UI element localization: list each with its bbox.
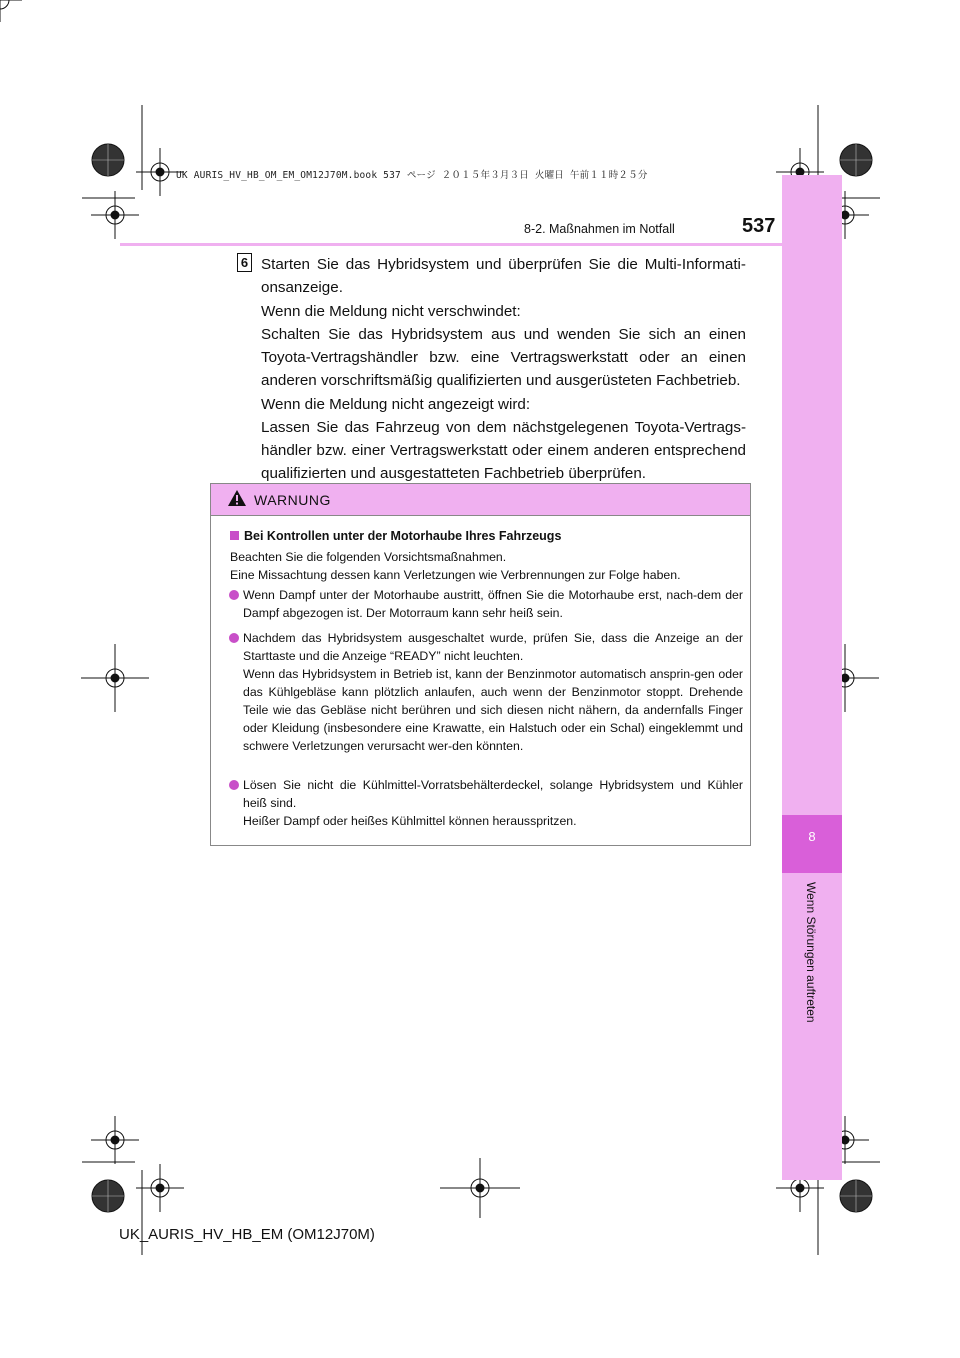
warning-bullet-2: Nachdem das Hybridsystem ausgeschaltet wurde, prüfen Sie, dass die Anzeige an der Starttaste und die Anzeige “READY” nicht leuchten. <box>243 631 743 663</box>
document-code: UK_AURIS_HV_HB_EM (OM12J70M) <box>119 1226 375 1243</box>
section-title: 8-2. Maßnahmen im Notfall <box>524 222 675 236</box>
step-paragraph-3: Lassen Sie das Fahrzeug von dem nächstgelegenen Toyota-Vertrags-händler bzw. einer Vertragswerkstatt oder einem anderen entsprechend qualifizierten und ausgestatteten Fachbetrieb überprüfen. <box>261 419 746 482</box>
step-paragraph-1: Starten Sie das Hybridsystem und überprüfen Sie die Multi-Informati-onsanzeige. <box>261 256 746 296</box>
bullet-dot-icon <box>229 590 239 600</box>
page-number: 537 <box>742 215 776 237</box>
warning-bullet-1: Wenn Dampf unter der Motorhaube austritt, öffnen Sie die Motorhaube erst, nach-dem der Dampf abgezogen ist. Der Motorraum kann sehr heiß sein. <box>243 588 743 620</box>
warning-intro-2: Eine Missachtung dessen kann Verletzungen wie Verbrennungen zur Folge haben. <box>230 568 681 582</box>
step-paragraph-2-lead: Wenn die Meldung nicht verschwindet: <box>261 303 521 320</box>
chapter-label: Wenn Störungen auftreten <box>804 882 818 1023</box>
bullet-dot-icon <box>229 780 239 790</box>
warning-bullet-2-detail: Wenn das Hybridsystem in Betrieb ist, kann der Benzinmotor automatisch ansprin-gen oder das Kühlgebläse kann plötzlich anlaufen, auch wenn der Benzinmotor stoppt. Drehende Teile wie das Gebläse nicht berühren und sich diesen nicht nähern, da andernfalls Finger oder Kleidung (insbesondere eine Krawatte, ein Halstuch oder ein Schal) eingeklemmt und schwere Verletzungen verursacht wer-den könnten. <box>243 667 743 753</box>
chapter-number-box <box>782 815 842 873</box>
warning-heading <box>230 529 561 543</box>
warning-bullet-3: Lösen Sie nicht die Kühlmittel-Vorratsbehälterdeckel, solange Hybridsystem und Kühler heiß sind. <box>243 778 743 810</box>
step-paragraph-3-lead: Wenn die Meldung nicht angezeigt wird: <box>261 396 531 413</box>
warning-heading-text: Bei Kontrollen unter der Motorhaube Ihres Fahrzeugs <box>244 529 562 543</box>
warning-intro-1: Beachten Sie die folgenden Vorsichtsmaßnahmen. <box>230 550 507 564</box>
bullet-dot-icon <box>229 633 239 643</box>
warning-triangle-icon <box>227 489 247 507</box>
warning-title: WARNUNG <box>254 492 331 508</box>
print-info-line: UK AURIS_HV_HB_OM_EM_OM12J70M.book 537 ページ ２０１５年３月３日 火曜日 午前１１時２５分 <box>176 170 648 181</box>
warning-bullet-3-detail: Heißer Dampf oder heißes Kühlmittel können herausspritzen. <box>243 814 577 828</box>
square-bullet-icon <box>230 531 239 540</box>
step-number-badge: 6 <box>237 253 252 272</box>
step-paragraph-2: Schalten Sie das Hybridsystem aus und wenden Sie sich an einen Toyota-Vertragshändler bzw. eine Vertragswerkstatt oder an einen anderen vorschriftsmäßig qualifizierten und ausgerüsteten Fachbetrieb. <box>261 326 746 389</box>
header-rule <box>120 243 782 246</box>
chapter-number: 8 <box>808 829 816 844</box>
